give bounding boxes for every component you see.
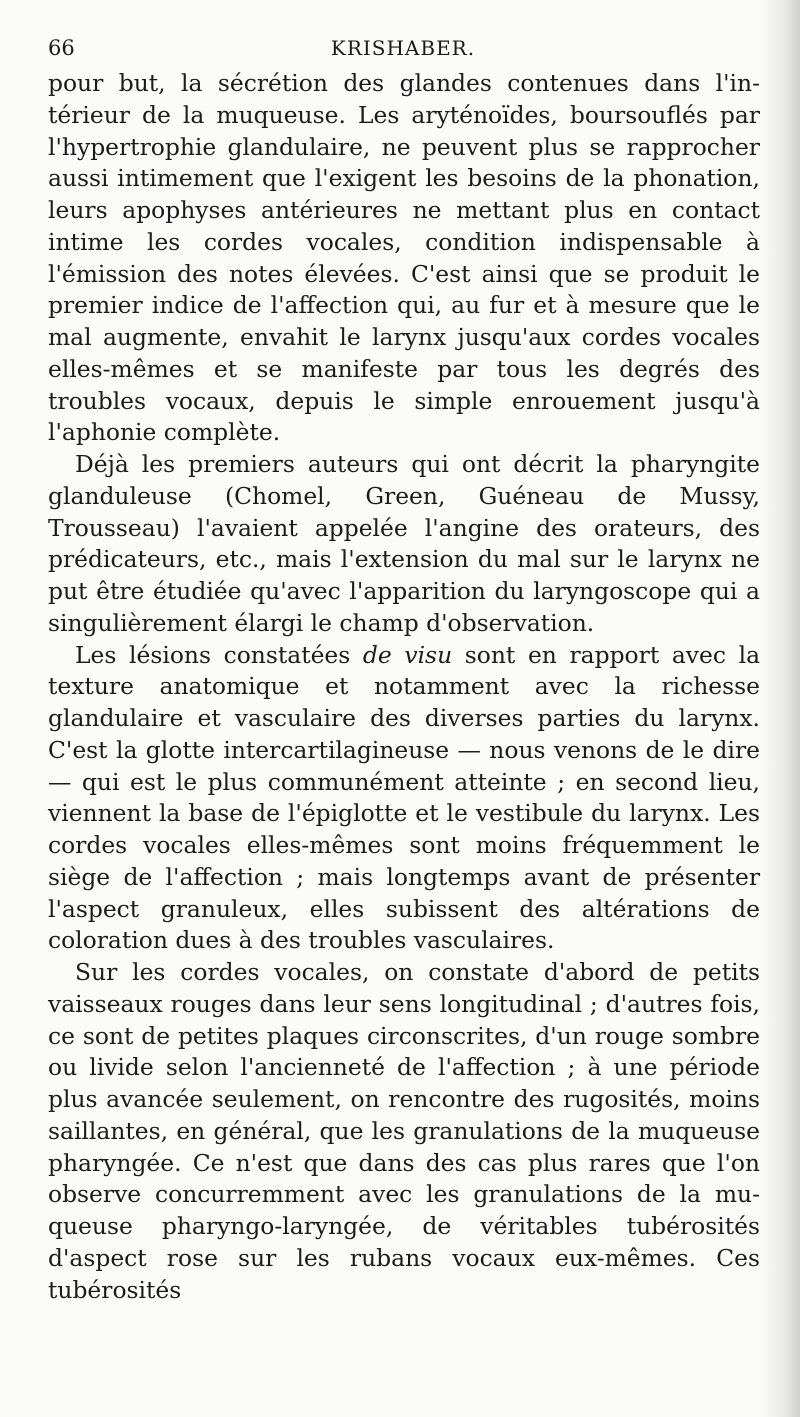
page-header	[48, 36, 758, 66]
body-text	[48, 68, 760, 1306]
paragraph-text: pour but, la sécrétion des glandes contenues dans l'intérieur de la muqueuse. Les aryténoïdes, boursouflés par l'hypertrophie glandulaire, ne peuvent plus se rapprocher aussi intimement que l'exigent les besoins de la phonation, leurs apophyses antérieures ne mettant plus en contact intime les cordes vocales, condition indispensable à l'émission des notes élevées. C'est ainsi que se produit le premier indice de l'affection qui, au fur et à mesure que le mal augmente, envahit le larynx jusqu'aux cordes vocales elles-mêmes et se manifeste par tous les degrés des troubles vocaux, depuis le simple enrouement jusqu'à l'aphonie complète.	[48, 69, 760, 447]
page-gutter-shadow	[760, 0, 800, 1417]
page-number: 66	[48, 36, 75, 60]
paragraph-2	[48, 449, 760, 640]
italic-phrase: de visu	[362, 640, 453, 669]
running-head: KRISHABER.	[330, 36, 476, 60]
paragraph-text: Les lésions constatées	[75, 640, 363, 669]
paragraph-text: Sur les cordes vocales, on constate d'abord de petits vaisseaux rouges dans leur sens longitudinal ; d'autres fois, ce sont de petites plaques circonscrites, d'un rouge sombre ou livide selon l'ancienneté de l'affection ; à une période plus avancée seulement, on rencontre des rugosités, moins saillantes, en général, que les granulations de la muqueuse pharyngée. Ce n'est que dans des cas plus rares que l'on observe concurremment avec les granulations de la muqueuse pharyngo-laryngée, de véritables tubérosités d'aspect rose sur les rubans vocaux eux-mêmes. Ces tubérosités	[48, 958, 760, 1304]
paragraph-4	[48, 957, 760, 1306]
paragraph-1	[48, 68, 760, 449]
paragraph-3	[48, 640, 760, 958]
paragraph-text: sont en rapport avec la texture anatomique et notamment avec la richesse glandulaire et vasculaire des diverses parties du larynx. C'est la glotte intercartilagineuse — nous venons de le dire — qui est le plus communément atteinte ; en second lieu, viennent la base de l'épiglotte et le vestibule du larynx. Les cordes vocales elles-mêmes sont moins fréquemment le siège de l'affection ; mais longtemps avant de présenter l'aspect granuleux, elles subissent des altérations de coloration dues à des troubles vasculaires.	[48, 640, 761, 955]
paragraph-text: Déjà les premiers auteurs qui ont décrit la pharyngite glanduleuse (Chomel, Green, Guéneau de Mussy, Trousseau) l'avaient appelée l'angine des orateurs, des prédicateurs, etc., mais l'extension du mal sur le larynx ne put être étudiée qu'avec l'apparition du laryngoscope qui a singulièrement élargi le champ d'observation.	[48, 450, 760, 637]
